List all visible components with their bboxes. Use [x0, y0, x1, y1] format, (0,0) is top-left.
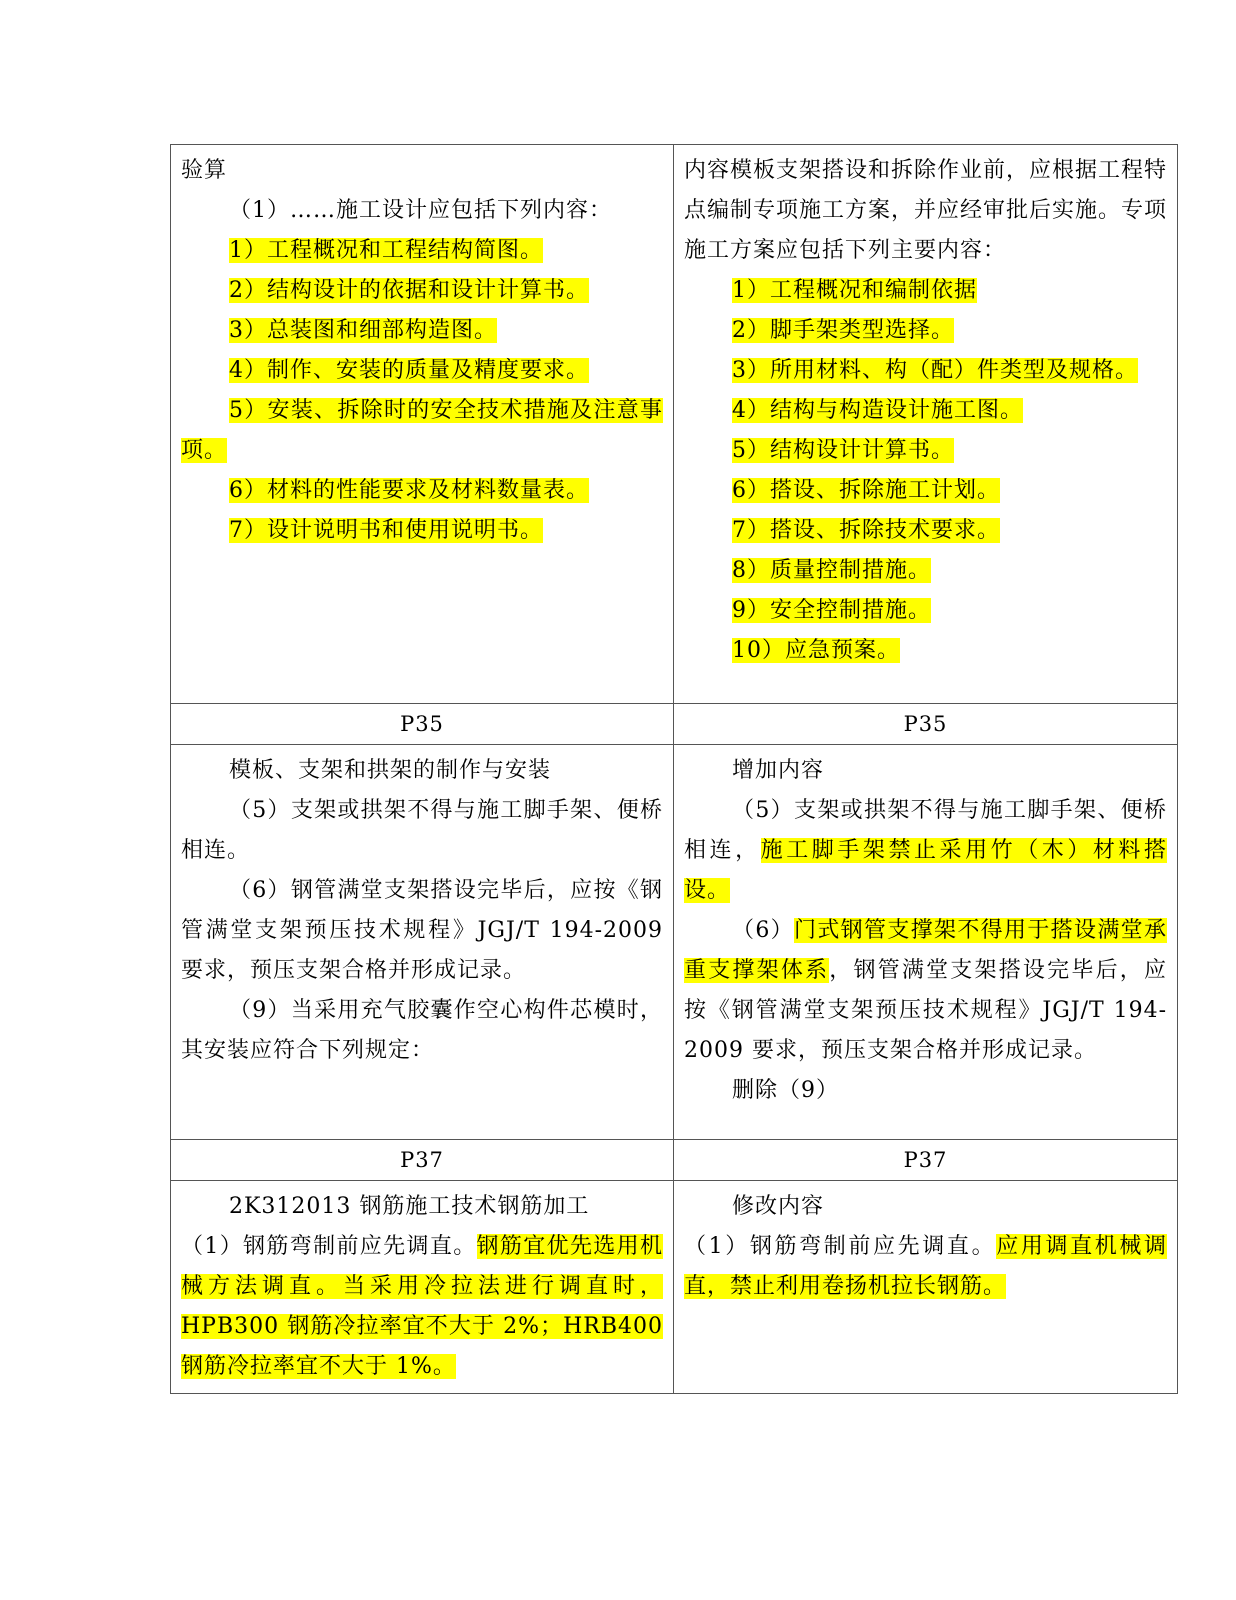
list-item [684, 591, 1167, 631]
old-content-cell [171, 145, 674, 704]
new-content-cell [674, 1181, 1178, 1394]
highlighted-text: 钢筋宜优先选用机械方法调直。当采用冷拉法进行调直时，HPB300 钢筋冷拉率宜不大于 2%；HRB400 钢筋冷拉率宜不大于 1%。 [181, 1234, 663, 1379]
highlighted-text: 5）结构设计计算书。 [732, 438, 954, 463]
highlighted-text: 7）搭设、拆除技术要求。 [732, 518, 1000, 543]
list-item [684, 471, 1167, 511]
plain-text: （1）钢筋弯制前应先调直。 [684, 1234, 997, 1259]
list-item [684, 551, 1167, 591]
list-item [684, 391, 1167, 431]
old-content-cell [171, 1181, 674, 1394]
page-ref-left: P37 [171, 1140, 674, 1181]
paragraph: （6）钢管满堂支架搭设完毕后，应按《钢管满堂支架预压技术规程》JGJ/T 194-2009 要求，预压支架合格并形成记录。 [181, 878, 663, 983]
list-item [181, 231, 663, 271]
list-item [181, 311, 663, 351]
highlighted-text: 6）材料的性能要求及材料数量表。 [229, 478, 589, 503]
cell-heading: 2K312013 钢筋施工技术钢筋加工 [229, 1194, 590, 1219]
page-ref-row [171, 1140, 1178, 1181]
paragraph [684, 1227, 1167, 1307]
table-row [171, 1181, 1178, 1394]
paragraph [684, 911, 1167, 1071]
comparison-table [170, 144, 1178, 1394]
plain-text: （6） [732, 918, 794, 943]
highlighted-text: 1）工程概况和工程结构简图。 [229, 238, 543, 263]
highlighted-text: 9）安全控制措施。 [732, 598, 931, 623]
highlighted-text: 1）工程概况和编制依据 [732, 278, 977, 303]
cell-heading: 增加内容 [732, 758, 825, 783]
intro-text: （1）……施工设计应包括下列内容： [229, 198, 612, 223]
paragraph [684, 791, 1167, 911]
cell-heading: 验算 [181, 158, 228, 183]
highlighted-text: 3）总装图和细部构造图。 [229, 318, 497, 343]
highlighted-text: 2）脚手架类型选择。 [732, 318, 954, 343]
plain-text: ，钢管满堂支架搭设完毕后，应按《钢管满堂支架预压技术规程》JGJ/T 194-2009 要求，预压支架合格并形成记录。 [684, 958, 1167, 1063]
cell-heading: 修改内容 [732, 1194, 825, 1219]
intro-text: 内容模板支架搭设和拆除作业前，应根据工程特点编制专项施工方案，并应经审批后实施。专项施工方案应包括下列主要内容： [684, 158, 1168, 263]
highlighted-text: 8）质量控制措施。 [732, 558, 931, 583]
paragraph: （9）当采用充气胶囊作空心构件芯模时，其安装应符合下列规定： [181, 998, 663, 1063]
table-row [171, 145, 1178, 704]
highlighted-text: 6）搭设、拆除施工计划。 [732, 478, 1000, 503]
paragraph: （5）支架或拱架不得与施工脚手架、便桥相连。 [181, 798, 663, 863]
delete-note: 删除（9） [732, 1078, 839, 1103]
paragraph [181, 1227, 663, 1387]
highlighted-text: 10）应急预案。 [732, 638, 900, 663]
page-ref-row [171, 704, 1178, 745]
highlighted-text: 5）安装、拆除时的安全技术措施及注意事项。 [181, 398, 663, 463]
plain-text: （1）钢筋弯制前应先调直。 [181, 1234, 477, 1259]
highlighted-text: 4）制作、安装的质量及精度要求。 [229, 358, 589, 383]
page-ref-right: P37 [674, 1140, 1178, 1181]
list-item [181, 471, 663, 511]
list-item [684, 511, 1167, 551]
plain-text: （5）支架或拱架不得与施工脚手架、便桥相连， [684, 798, 1167, 863]
highlighted-text: 2）结构设计的依据和设计计算书。 [229, 278, 589, 303]
old-content-cell [171, 745, 674, 1140]
cell-heading: 模板、支架和拱架的制作与安装 [229, 758, 552, 783]
list-item [684, 631, 1167, 671]
highlighted-text: 施工脚手架禁止采用竹（木）材料搭设。 [684, 838, 1167, 903]
highlighted-text: 门式钢管支撑架不得用于搭设满堂承重支撑架体系 [684, 918, 1167, 983]
new-content-cell [674, 745, 1178, 1140]
list-item [181, 271, 663, 311]
highlighted-text: 3）所用材料、构（配）件类型及规格。 [732, 358, 1138, 383]
list-item [684, 271, 1167, 311]
list-item [684, 311, 1167, 351]
list-item [181, 511, 663, 551]
list-item [684, 351, 1167, 391]
list-item [181, 391, 663, 471]
page-ref-left: P35 [171, 704, 674, 745]
highlighted-text: 7）设计说明书和使用说明书。 [229, 518, 543, 543]
table-row [171, 745, 1178, 1140]
page-ref-right: P35 [674, 704, 1178, 745]
new-content-cell [674, 145, 1178, 704]
list-item [181, 351, 663, 391]
list-item [684, 431, 1167, 471]
highlighted-text: 应用调直机械调直，禁止利用卷扬机拉长钢筋。 [684, 1234, 1167, 1299]
highlighted-text: 4）结构与构造设计施工图。 [732, 398, 1023, 423]
